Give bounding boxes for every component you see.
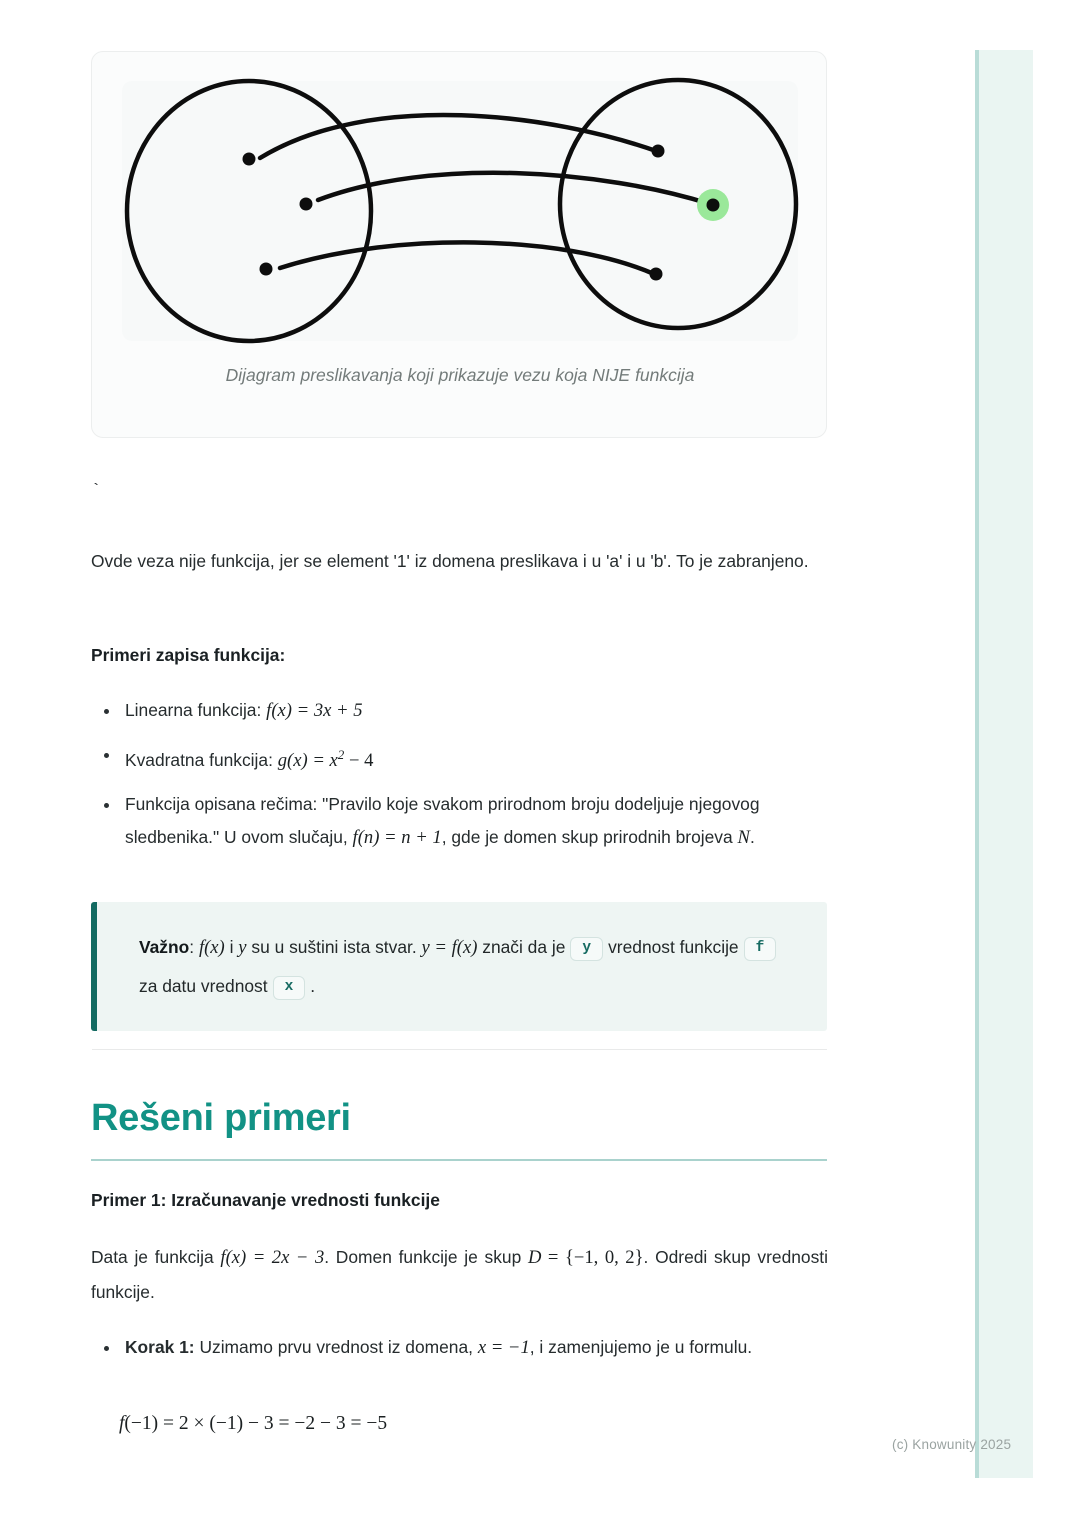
quadratic-function-math: $g(x) = x^2 - 4$ (277, 747, 374, 772)
codomain-dot-2 (707, 199, 720, 212)
callout-colon: : (189, 937, 199, 957)
list-item (91, 1331, 828, 1364)
callout-math-y-equals-fx: y = f(x) (421, 937, 478, 958)
mapping-diagram-card (91, 51, 827, 438)
mapping-arc-2 (318, 173, 710, 204)
mapping-arc-3 (280, 242, 654, 274)
codomain-dot-3 (650, 268, 663, 281)
step-1-formula: f(−1) = 2 × (−1) − 3 = −2 − 3 = −5 (119, 1413, 388, 1434)
domain-dot-3 (260, 263, 273, 276)
callout-text-for-given: za datu vrednost (139, 976, 268, 996)
callout-text-means: znači da je (477, 937, 566, 957)
verbal-function-math: f(n) = n + 1 (352, 827, 442, 849)
code-chip-f[interactable]: f (744, 937, 777, 961)
verbal-function-text-c: . (749, 827, 755, 848)
section-title-rule (91, 1159, 827, 1161)
example-1-math-fx: f(x) = 2x − 3 (220, 1247, 325, 1268)
example-1-body (91, 1240, 828, 1309)
stray-backtick: ` (91, 482, 102, 501)
example-1-steps-list (91, 1331, 828, 1375)
example-1-heading: Primer 1: Izračunavanje vrednosti funkcije (91, 1190, 440, 1210)
figure-caption: Dijagram preslikavanja koji prikazuje vezu koja NIJE funkcija (225, 365, 695, 385)
domain-set-ellipse (127, 81, 371, 341)
example-1-math-domain: D = {−1, 0, 2} (527, 1247, 644, 1268)
codomain-set-ellipse (560, 80, 796, 328)
callout-math-y: y (238, 937, 247, 958)
function-notation-list (91, 694, 828, 865)
callout-text-same: su u suštini ista stvar. (246, 937, 422, 957)
example-1-text-c: . Odredi skup vrednosti funkcije. (91, 1247, 828, 1302)
example-1-text-b: . Domen funkcije je skup (324, 1247, 522, 1267)
right-side-rail (975, 50, 1033, 1478)
domain-dot-1 (243, 153, 256, 166)
mapping-arc-1 (260, 115, 659, 158)
list-item (91, 788, 828, 854)
callout-math-fx: f(x) (198, 937, 225, 958)
domain-dot-2 (300, 198, 313, 211)
natural-numbers-symbol: N (737, 827, 750, 849)
code-chip-y[interactable]: y (570, 937, 603, 961)
list-item (91, 694, 828, 727)
watermark: (c) Knowunity 2025 (892, 1437, 1012, 1452)
page-title: Rešeni primeri (91, 1097, 351, 1139)
right-side-rail-edge (975, 50, 979, 1478)
linear-function-math: f(x) = 3x + 5 (266, 700, 363, 721)
mapping-diagram-svg (92, 52, 828, 352)
verbal-function-text-b: , gde je domen skup prirodnih brojeva (441, 827, 733, 848)
example-1-text-a: Data je funkcija (91, 1247, 214, 1267)
intro-paragraph: Ovde veza nije funkcija, jer se element '1' iz domena preslikava i u 'a' i u 'b'. To je zabranjeno. (91, 551, 809, 571)
important-callout (91, 902, 827, 1031)
step-1-text-a: Uzimamo prvu vrednost iz domena, (199, 1337, 473, 1357)
quadratic-function-label: Kvadratna funkcija: (125, 750, 273, 771)
step-1-text-b: , i zamenjujemo je u formulu. (529, 1337, 753, 1357)
callout-text-i: i (224, 937, 239, 957)
step-1-math: x = −1 (477, 1337, 530, 1358)
step-1-label: Korak 1: (125, 1337, 195, 1357)
examples-heading: Primeri zapisa funkcija: (91, 645, 286, 665)
linear-function-label: Linearna funkcija: (125, 700, 262, 720)
verbal-function-text-a: Funkcija opisana rečima: "Pravilo koje svakom prirodnom broju dodeljuje njegovog sledbenika." U ovom slučaju, (125, 794, 760, 848)
section-divider (92, 1049, 827, 1050)
code-chip-x[interactable]: x (273, 976, 306, 1000)
callout-label: Važno (139, 937, 190, 957)
callout-text-period: . (310, 976, 316, 996)
codomain-dot-1 (652, 145, 665, 158)
list-item (91, 738, 828, 777)
callout-text-value-of: vrednost funkcije (608, 937, 739, 957)
